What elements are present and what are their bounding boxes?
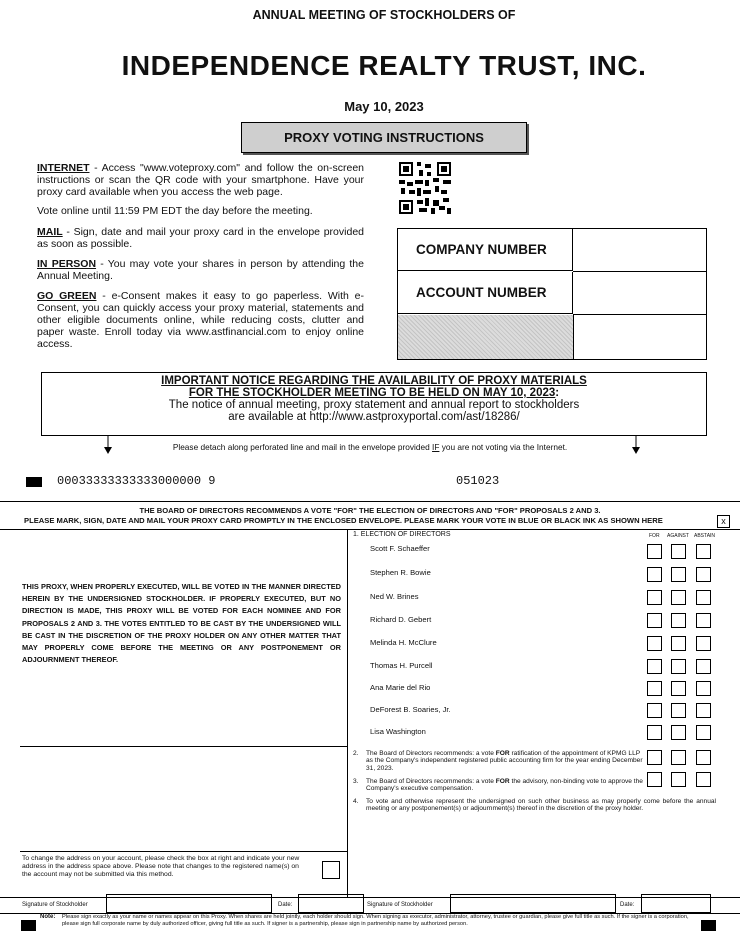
notice-title-2-suffix: :: [555, 387, 560, 399]
vote-for-checkbox[interactable]: [647, 725, 662, 740]
internet-label: INTERNET: [37, 162, 90, 174]
proposal-2-text: The Board of Directors recommends: a vote: [366, 750, 496, 757]
barcode-code: 051023: [456, 474, 500, 488]
notice-body-2: are available at http://www.astproxyportal.com/ast/18286/: [228, 411, 520, 423]
board-recommendation: THE BOARD OF DIRECTORS RECOMMENDS A VOTE "FOR" THE ELECTION OF DIRECTORS AND "FOR" PROPOSALS 2 AND 3.: [139, 506, 601, 515]
vote-abstain-checkbox[interactable]: [696, 725, 711, 740]
arrow-down-icon: [632, 436, 640, 454]
proposal-3-text-rest: the advisory, non-binding vote to approve the Company's executive compensation.: [366, 778, 643, 793]
date-1-field[interactable]: [298, 894, 364, 913]
in-person-text: - You may vote your shares in person by attending the Annual Meeting.: [37, 258, 364, 282]
vote-for-checkbox[interactable]: [647, 567, 662, 582]
vote-abstain-checkbox[interactable]: [696, 567, 711, 582]
account-number-field: [573, 272, 706, 315]
vote-against-checkbox[interactable]: [671, 750, 686, 765]
vote-against-checkbox[interactable]: [671, 725, 686, 740]
address-change-checkbox[interactable]: [322, 861, 340, 879]
column-divider: [347, 529, 348, 897]
board-instruction: PLEASE MARK, SIGN, DATE AND MAIL YOUR PROXY CARD PROMPTLY IN THE ENCLOSED ENVELOPE. PLEASE MARK YOUR VOTE IN BLUE OR BLACK INK AS SHOWN HERE: [24, 516, 663, 525]
mail-text: - Sign, date and mail your proxy card in the envelope provided as soon as possible.: [37, 226, 364, 250]
go-green-instruction: [37, 290, 364, 350]
vote-for-checkbox[interactable]: [647, 772, 662, 787]
registration-mark: [701, 920, 716, 931]
mail-instruction: [37, 226, 364, 250]
col-against-label: AGAINST: [667, 533, 689, 539]
mark-example-box: x: [717, 515, 730, 528]
vote-for-checkbox[interactable]: [647, 703, 662, 718]
shaded-cell: [398, 315, 574, 359]
nominee-name: Scott F. Schaeffer: [370, 544, 430, 553]
vote-for-checkbox[interactable]: [647, 590, 662, 605]
in-person-label: IN PERSON: [37, 258, 97, 270]
vote-abstain-checkbox[interactable]: [696, 772, 711, 787]
meeting-date: May 10, 2023: [344, 99, 424, 114]
voting-instructions-banner: PROXY VOTING INSTRUCTIONS: [241, 122, 527, 153]
signature-1-label: Signature of Stockholder: [22, 902, 88, 908]
vote-against-checkbox[interactable]: [671, 636, 686, 651]
notice-body-1: The notice of annual meeting, proxy statement and annual report to stockholders: [168, 399, 580, 411]
go-green-label: GO GREEN: [37, 290, 97, 302]
detach-text-before: Please detach along perforated line and mail in the envelope provided: [172, 442, 433, 452]
account-number-box: [397, 228, 707, 360]
election-title: 1. ELECTION OF DIRECTORS: [353, 531, 451, 538]
nominee-name: DeForest B. Soaries, Jr.: [370, 705, 451, 714]
vote-abstain-checkbox[interactable]: [696, 750, 711, 765]
vote-abstain-checkbox[interactable]: [696, 659, 711, 674]
mail-label: MAIL: [37, 226, 63, 238]
proposal-2-number: 2.: [353, 750, 359, 757]
signature-2-label: Signature of Stockholder: [367, 902, 433, 908]
internet-text: - Access "www.voteproxy.com" and follow the on-screen instructions or scan the QR code with your smartphone. Have your proxy card available when you access the web page.: [37, 162, 364, 198]
proposal-3-number: 3.: [353, 778, 359, 785]
vote-for-checkbox[interactable]: [647, 613, 662, 628]
signature-1-field[interactable]: [106, 894, 272, 913]
internet-instruction: [37, 162, 364, 198]
vote-against-checkbox[interactable]: [671, 544, 686, 559]
nominee-name: Lisa Washington: [370, 727, 426, 736]
vote-against-checkbox[interactable]: [671, 613, 686, 628]
signature-2-field[interactable]: [450, 894, 616, 913]
nominee-name: Ned W. Brines: [370, 592, 419, 601]
vote-for-checkbox[interactable]: [647, 659, 662, 674]
address-change-text: To change the address on your account, please check the box at right and indicate your new address in the address space above. Please note that changes to the registered name(s) on the account may not be submitted via this method.: [22, 855, 300, 878]
col-for-label: FOR: [649, 533, 660, 539]
company-number-field: [573, 229, 706, 272]
account-number-label: ACCOUNT NUMBER: [398, 272, 573, 314]
divider: [0, 501, 740, 502]
note-label: Note:: [40, 914, 56, 920]
vote-against-checkbox[interactable]: [671, 659, 686, 674]
registration-mark: [21, 920, 36, 931]
vote-for-checkbox[interactable]: [647, 750, 662, 765]
detach-if: IF: [432, 442, 440, 452]
qr-code-icon: [399, 162, 451, 214]
divider: [0, 529, 740, 530]
vote-against-checkbox[interactable]: [671, 567, 686, 582]
vote-abstain-checkbox[interactable]: [696, 681, 711, 696]
date-2-field[interactable]: [641, 894, 711, 913]
notice-title-2: FOR THE STOCKHOLDER MEETING TO BE HELD ON MAY 10, 2023: [188, 387, 556, 399]
meeting-heading: ANNUAL MEETING OF STOCKHOLDERS OF: [252, 8, 516, 22]
proposal-4-text: To vote and otherwise represent the undersigned on such other business as may properly come before the annual meeting or any postponement(s) or adjournment(s) thereof in the discretion of the proxy holder.: [366, 798, 716, 813]
control-number: 00033333333333000000 9: [57, 474, 216, 488]
vote-against-checkbox[interactable]: [671, 590, 686, 605]
proposal-3: [366, 778, 644, 793]
date-1-label: Date:: [278, 902, 293, 908]
vote-abstain-checkbox[interactable]: [696, 544, 711, 559]
vote-for-checkbox[interactable]: [647, 681, 662, 696]
nominee-name: Thomas H. Purcell: [370, 661, 433, 670]
vote-for-checkbox[interactable]: [647, 544, 662, 559]
company-number-label: COMPANY NUMBER: [398, 229, 573, 271]
proxy-statement: THIS PROXY, WHEN PROPERLY EXECUTED, WILL BE VOTED IN THE MANNER DIRECTED HEREIN BY THE UNDERSIGNED STOCKHOLDER. IF PROPERLY EXECUTED, BUT NO DIRECTION IS MADE, THIS PROXY WILL BE VOTED FOR EACH NOMINEE AND FOR PROPOSALS 2 AND 3. THE VOTES ENTITLED TO BE CAST BY THE UNDERSIGNED WILL BE CAST IN THE DISCRETION OF THE PROXY HOLDER ON ANY OTHER MATTER THAT MAY PROPERLY COME BEFORE THE MEETING OR ANY POSTPONEMENT OR ADJOURNMENT THEREOF.: [22, 582, 341, 665]
registration-mark: [26, 477, 42, 487]
vote-abstain-checkbox[interactable]: [696, 703, 711, 718]
vote-against-checkbox[interactable]: [671, 772, 686, 787]
vote-abstain-checkbox[interactable]: [696, 613, 711, 628]
proposal-3-text: The Board of Directors recommends: a vote: [366, 778, 496, 785]
vote-against-checkbox[interactable]: [671, 703, 686, 718]
note-text: Please sign exactly as your name or names appear on this Proxy. When shares are held jointly, each holder should sign. When signing as executor, administrator, attorney, trustee or guardian, please give full title as such. If the signer is a corporation, please sign full corporate name by duly authorized officer, giving full title as such. If signer is a partnership, please sign in partnership name by authorized person.: [62, 914, 689, 927]
arrow-down-icon: [104, 436, 112, 454]
proposal-2: [366, 750, 644, 772]
proposal-2-for: FOR: [495, 750, 510, 757]
proposal-3-for: FOR: [495, 778, 510, 785]
vote-for-checkbox[interactable]: [647, 636, 662, 651]
nominee-name: Melinda H. McClure: [370, 638, 437, 647]
internet-deadline: Vote online until 11:59 PM EDT the day before the meeting.: [37, 205, 313, 217]
proposal-4-number: 4.: [353, 798, 359, 805]
date-2-label: Date:: [620, 902, 635, 908]
company-name: INDEPENDENCE REALTY TRUST, INC.: [121, 50, 647, 81]
important-notice-box: [41, 372, 707, 436]
divider: [20, 746, 347, 747]
nominee-name: Richard D. Gebert: [370, 615, 432, 624]
go-green-text: - e-Consent makes it easy to go paperless. With e-Consent, you can quickly access your proxy material, statements and other eligible documents online, while reducing costs, clutter and paper waste. Enroll today via www.astfinancial.com to enjoy online access.: [37, 290, 365, 350]
nominee-name: Stephen R. Bowie: [370, 568, 431, 577]
in-person-instruction: [37, 258, 364, 282]
vote-against-checkbox[interactable]: [671, 681, 686, 696]
col-abstain-label: ABSTAIN: [694, 533, 716, 539]
divider: [20, 851, 347, 852]
vote-abstain-checkbox[interactable]: [696, 636, 711, 651]
nominee-name: Ana Marie del Rio: [370, 683, 431, 692]
proposal-2-text-rest: ratification of the appointment of KPMG LLP as the Company's independent registered public accounting firm for the year ending December 31, 2023.: [366, 750, 643, 772]
vote-abstain-checkbox[interactable]: [696, 590, 711, 605]
notice-title-1: IMPORTANT NOTICE REGARDING THE AVAILABILITY OF PROXY MATERIALS: [161, 375, 587, 387]
detach-text-after: you are not voting via the Internet.: [439, 442, 568, 452]
